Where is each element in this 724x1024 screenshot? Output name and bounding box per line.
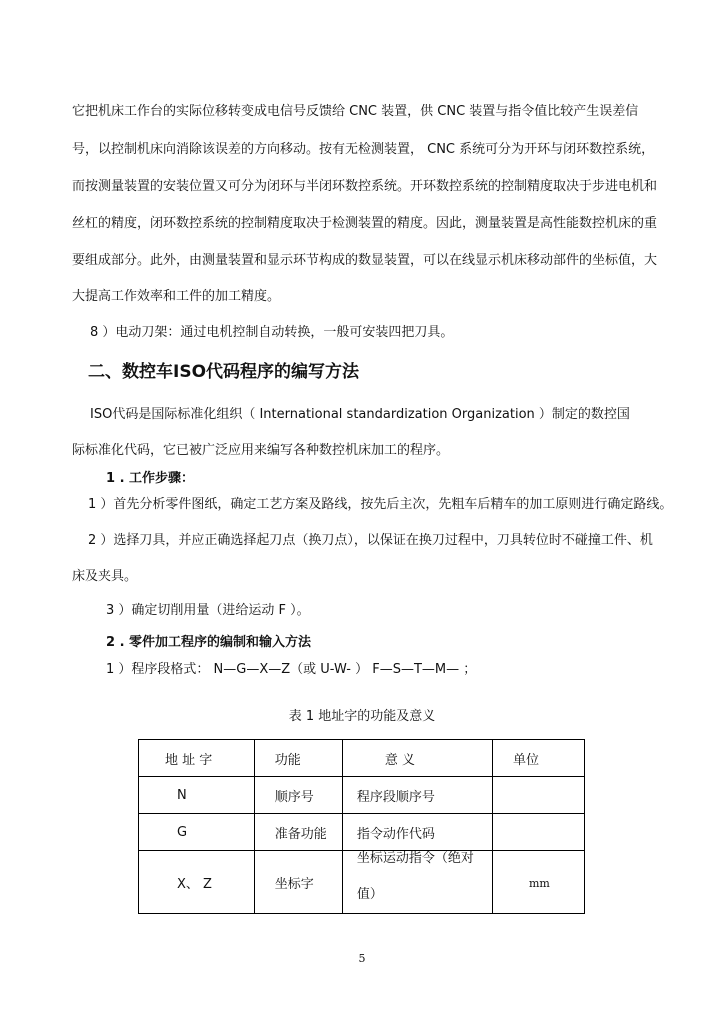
table-row	[139, 851, 585, 914]
step-1-item-2-cont: 床及夹具。	[72, 569, 138, 584]
table-caption: 表 1 地址字的功能及意义	[288, 709, 436, 724]
table-cell: 指令动作代码	[342, 814, 492, 851]
intro-line-4: 丝杠的精度，闭环数控系统的控制精度取决于检测装置的精度。因此，测量装置是高性能数控机床的重	[72, 216, 658, 231]
table-cell	[342, 851, 492, 914]
header-unit: 单位	[492, 740, 584, 777]
table-row	[139, 777, 585, 814]
step-1-item-1: 1 ）首先分析零件图纸，确定工艺方案及路线，按先后主次，先粗车后精车的加工原则进行确定路线。	[88, 497, 673, 512]
table-cell	[492, 814, 584, 851]
table-cell	[492, 777, 584, 814]
section-heading: 二、数控车ISO代码程序的编写方法	[88, 362, 360, 382]
header-meaning: 意 义	[342, 740, 492, 777]
table-cell: N	[139, 777, 255, 814]
header-address-word: 地 址 字	[139, 740, 255, 777]
intro-line-6: 大提高工作效率和工件的加工精度。	[72, 289, 281, 304]
iso-line-1: ISO代码是国际标准化组织（ International standardization Organization ）制定的数控国	[90, 407, 630, 422]
intro-line-1: 它把机床工作台的实际位移转变成电信号反馈给 CNC 装置，供 CNC 装置与指令值比较产生误差信	[72, 104, 639, 119]
table-cell: 准备功能	[254, 814, 342, 851]
item-8-electric-turret: 8 ）电动刀架：通过电机控制自动转换，一般可安装四把刀具。	[90, 325, 454, 340]
address-word-table	[138, 739, 585, 914]
step-1-item-3: 3 ）确定切削用量（进给运动 F ）。	[106, 603, 310, 618]
table-cell: 程序段顺序号	[342, 777, 492, 814]
table-cell: G	[139, 814, 255, 851]
table-cell: 顺序号	[254, 777, 342, 814]
table-cell: 坐标字	[254, 851, 342, 914]
intro-line-3: 而按测量装置的安装位置又可分为闭环与半闭环数控系统。开环数控系统的控制精度取决于步进电机和	[72, 179, 658, 194]
step-1-item-2: 2 ）选择刀具，并应正确选择起刀点（换刀点），以保证在换刀过程中，刀具转位时不碰撞工件、机	[88, 533, 653, 548]
table-cell-unit: mm	[492, 851, 584, 914]
header-function: 功能	[254, 740, 342, 777]
table-cell: X、 Z	[139, 851, 255, 914]
intro-line-2: 号，以控制机床向消除该误差的方向移动。按有无检测装置， CNC 系统可分为开环与闭环数控系统，	[72, 142, 655, 157]
step-2-heading: 2 . 零件加工程序的编制和输入方法	[106, 635, 312, 650]
step-1-heading: 1 . 工作步骤：	[106, 471, 195, 486]
intro-line-5: 要组成部分。此外，由测量装置和显示环节构成的数显装置，可以在线显示机床移动部件的坐标值，大	[72, 253, 658, 268]
table-header-row	[139, 740, 585, 777]
iso-line-2: 际标准化代码，它已被广泛应用来编写各种数控机床加工的程序。	[72, 443, 450, 458]
coordinate-meaning-text: 坐标运动指令（绝对值）	[356, 851, 474, 902]
page-number: 5	[358, 952, 366, 965]
step-2-item-1: 1 ）程序段格式： N—G—X—Z（或 U-W- ） F—S—T—M— ；	[106, 662, 477, 677]
